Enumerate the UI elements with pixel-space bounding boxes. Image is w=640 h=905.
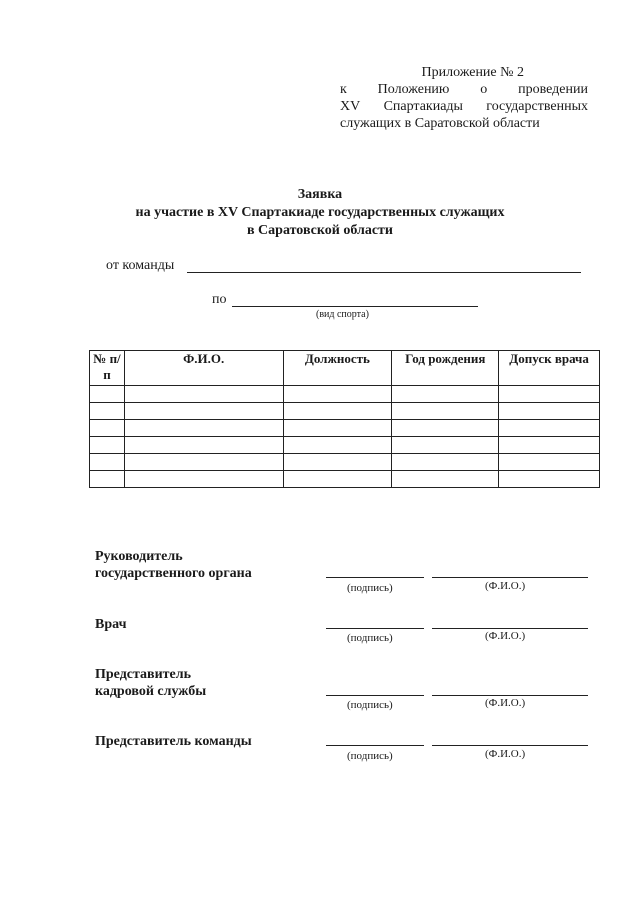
signature-hint: (подпись) xyxy=(347,632,393,644)
annex-word: о xyxy=(480,82,488,97)
table-cell[interactable] xyxy=(392,471,499,488)
table-cell[interactable] xyxy=(124,454,283,471)
name-hint: (Ф.И.О.) xyxy=(485,748,526,760)
signature-field-team-rep[interactable] xyxy=(326,745,424,746)
table-cell[interactable] xyxy=(499,437,600,454)
annex-header xyxy=(340,64,588,132)
name-field-doctor[interactable] xyxy=(432,628,588,629)
table-cell[interactable] xyxy=(392,437,499,454)
table-header-row xyxy=(90,351,600,386)
header-birth-year: Год рождения xyxy=(392,351,499,386)
participants-table xyxy=(89,350,600,488)
label-line: кадровой службы xyxy=(95,684,207,699)
label-line: Руководитель xyxy=(95,549,183,564)
name-field-hr[interactable] xyxy=(432,695,588,696)
table-cell[interactable] xyxy=(124,386,283,403)
table-row xyxy=(90,454,600,471)
label-line: Представитель xyxy=(95,667,192,682)
annex-line-4: служащих в Саратовской области xyxy=(340,116,540,131)
label-line: государственного органа xyxy=(95,566,252,581)
signature-field-head[interactable] xyxy=(326,577,424,578)
table-cell[interactable] xyxy=(124,437,283,454)
name-field-team-rep[interactable] xyxy=(432,745,588,746)
table-cell[interactable] xyxy=(90,403,125,420)
table-cell[interactable] xyxy=(283,403,392,420)
table-cell[interactable] xyxy=(499,386,600,403)
table-cell[interactable] xyxy=(499,403,600,420)
signature-hint: (подпись) xyxy=(347,582,393,594)
from-team-field[interactable] xyxy=(187,272,581,273)
table-cell[interactable] xyxy=(90,420,125,437)
signature-field-doctor[interactable] xyxy=(326,628,424,629)
table-cell[interactable] xyxy=(90,386,125,403)
table-row xyxy=(90,420,600,437)
signature-hint: (подпись) xyxy=(347,750,393,762)
from-team-label: от команды xyxy=(106,258,175,273)
table-cell[interactable] xyxy=(499,471,600,488)
header-name: Ф.И.О. xyxy=(124,351,283,386)
table-cell[interactable] xyxy=(90,471,125,488)
sport-field[interactable] xyxy=(232,306,478,307)
table-cell[interactable] xyxy=(90,437,125,454)
header-number: № п/п xyxy=(90,351,125,386)
name-hint: (Ф.И.О.) xyxy=(485,697,526,709)
annex-title: Приложение № 2 xyxy=(421,65,524,80)
table-cell[interactable] xyxy=(499,454,600,471)
table-cell[interactable] xyxy=(283,454,392,471)
signature-label-doctor xyxy=(95,616,126,633)
table-cell[interactable] xyxy=(392,420,499,437)
table-body xyxy=(90,386,600,488)
table-cell[interactable] xyxy=(124,471,283,488)
annex-word: государственных xyxy=(486,99,588,114)
table-cell[interactable] xyxy=(283,437,392,454)
signature-label-team-rep xyxy=(95,733,252,750)
title-line-2: на участие в XV Спартакиаде государственных служащих xyxy=(135,205,505,220)
table-cell[interactable] xyxy=(90,454,125,471)
signature-field-hr[interactable] xyxy=(326,695,424,696)
signature-label-head xyxy=(95,548,252,582)
annex-word: к xyxy=(340,82,347,97)
signature-hint: (подпись) xyxy=(347,699,393,711)
table-row xyxy=(90,386,600,403)
annex-word: Спартакиады xyxy=(383,99,463,114)
table-cell[interactable] xyxy=(124,403,283,420)
table-row xyxy=(90,437,600,454)
name-hint: (Ф.И.О.) xyxy=(485,630,526,642)
sport-label: по xyxy=(212,292,227,307)
document-title xyxy=(0,186,640,240)
table-cell[interactable] xyxy=(124,420,283,437)
table-cell[interactable] xyxy=(392,454,499,471)
annex-word: XV xyxy=(340,99,361,114)
annex-line-2 xyxy=(340,81,588,98)
annex-line-3 xyxy=(340,98,588,115)
table-cell[interactable] xyxy=(283,471,392,488)
title-line-1: Заявка xyxy=(297,187,343,202)
label-line: Врач xyxy=(95,617,127,632)
table-row xyxy=(90,471,600,488)
title-line-3: в Саратовской области xyxy=(247,223,393,238)
signature-label-hr xyxy=(95,666,206,700)
table-cell[interactable] xyxy=(283,386,392,403)
annex-word: Положению xyxy=(377,82,450,97)
header-doctor-approval: Допуск врача xyxy=(499,351,600,386)
name-hint: (Ф.И.О.) xyxy=(485,580,526,592)
table-cell[interactable] xyxy=(499,420,600,437)
header-position: Должность xyxy=(283,351,392,386)
label-line: Представитель команды xyxy=(95,734,252,749)
name-field-head[interactable] xyxy=(432,577,588,578)
sport-hint: (вид спорта) xyxy=(316,309,369,320)
annex-word: проведении xyxy=(518,82,588,97)
table-cell[interactable] xyxy=(283,420,392,437)
table-cell[interactable] xyxy=(392,403,499,420)
table-cell[interactable] xyxy=(392,386,499,403)
table-row xyxy=(90,403,600,420)
